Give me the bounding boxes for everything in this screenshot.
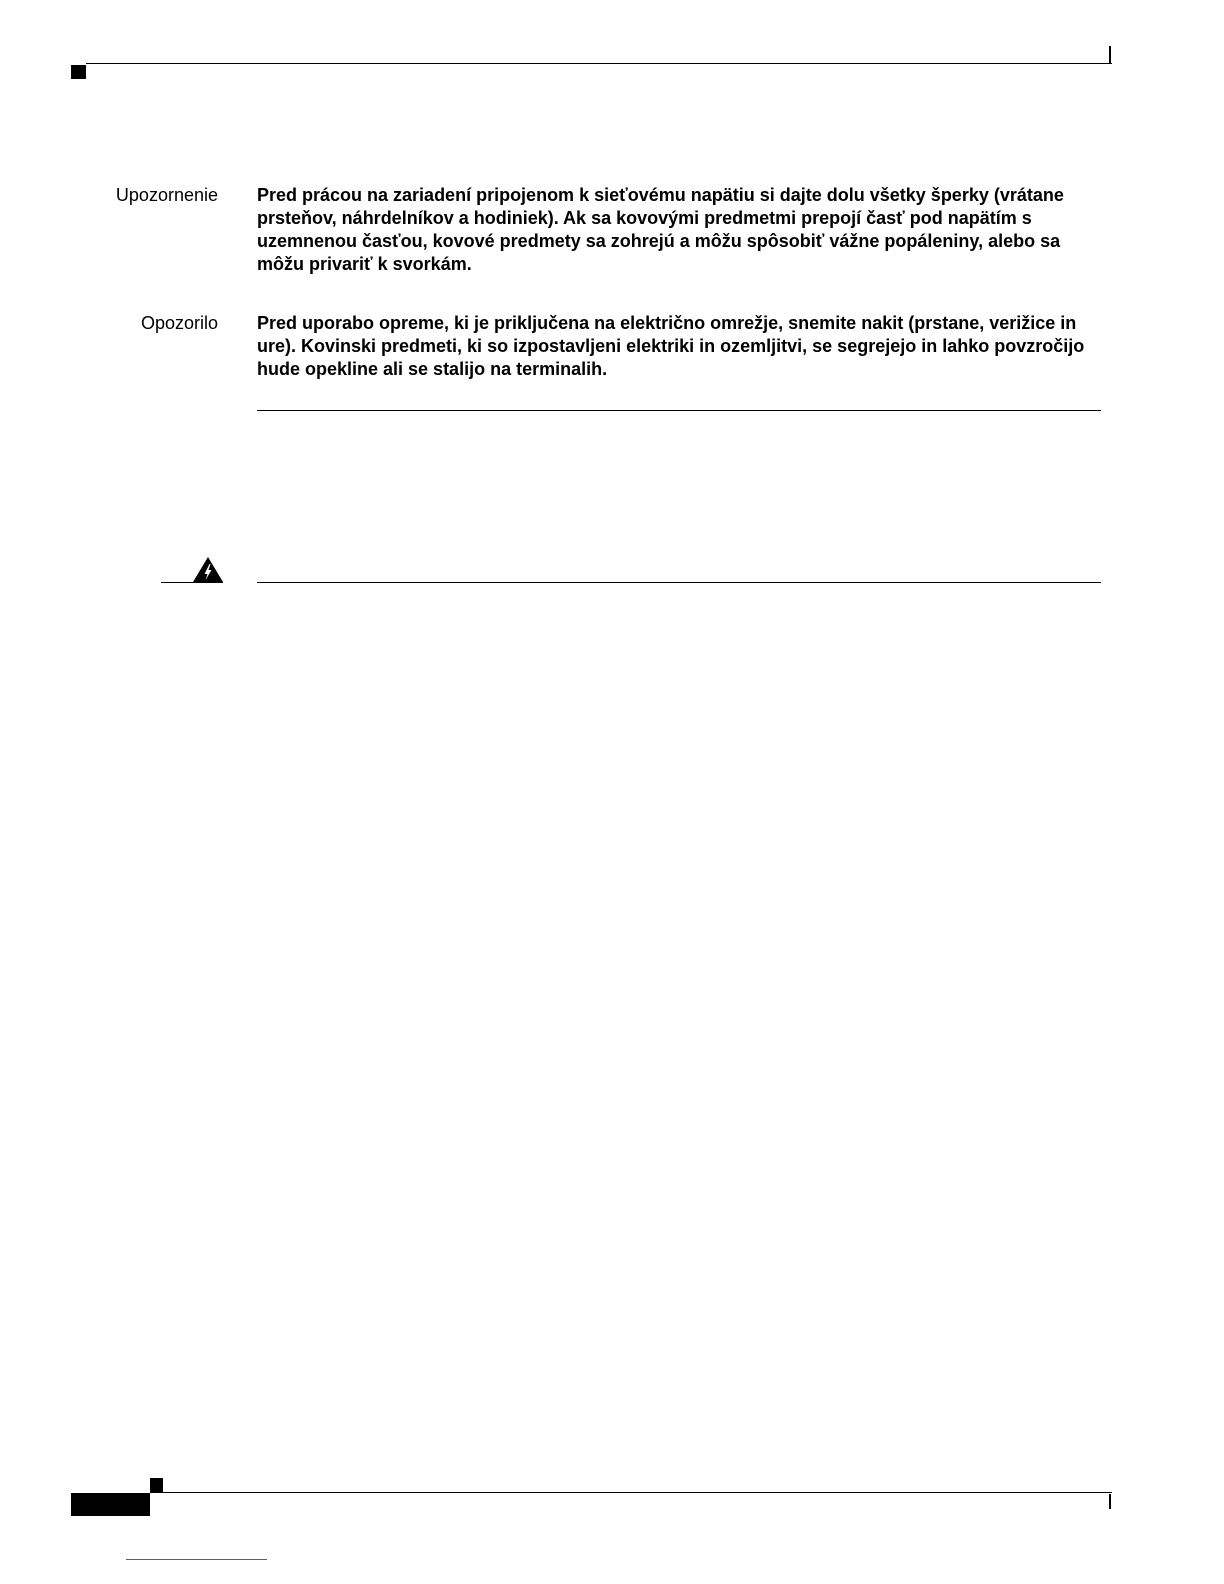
footer-page-tab (71, 1493, 150, 1516)
header-rule (86, 63, 1112, 64)
header-corner-mark (71, 65, 86, 79)
section-divider (257, 410, 1101, 411)
footer-right-tick (1109, 1494, 1111, 1509)
header-right-tick (1109, 46, 1111, 64)
warning-icon-underline (161, 582, 223, 583)
warning-label-slovenian: Opozorilo (140, 313, 218, 333)
warning-label-slovak: Upozornenie (115, 185, 218, 205)
warning-text-slovak: Pred prácou na zariadení pripojenom k sieťovému napätiu si dajte dolu všetky šperky (vrátane prsteňov, náhrdelníkov a hodiniek). Ak sa kovovými predmetmi prepojí časť pod napätím s uzemnenou časťou, kovové predmety sa zohrejú a môžu spôsobiť vážne popáleniny, alebo sa môžu privariť k svorkám. (257, 185, 1064, 274)
footer-link-underline[interactable] (126, 1559, 267, 1560)
warning-rule (257, 582, 1101, 583)
footer-corner-mark (150, 1478, 163, 1492)
footer-rule (150, 1492, 1112, 1493)
warning-triangle-icon (192, 556, 224, 583)
warning-text-slovenian: Pred uporabo opreme, ki je priključena na električno omrežje, snemite nakit (prstane, verižice in ure). Kovinski predmeti, ki so izpostavljeni elektriki in ozemljitvi, se segrejejo in lahko povzročijo hude opekline ali se stalijo na terminalih. (257, 313, 1085, 379)
